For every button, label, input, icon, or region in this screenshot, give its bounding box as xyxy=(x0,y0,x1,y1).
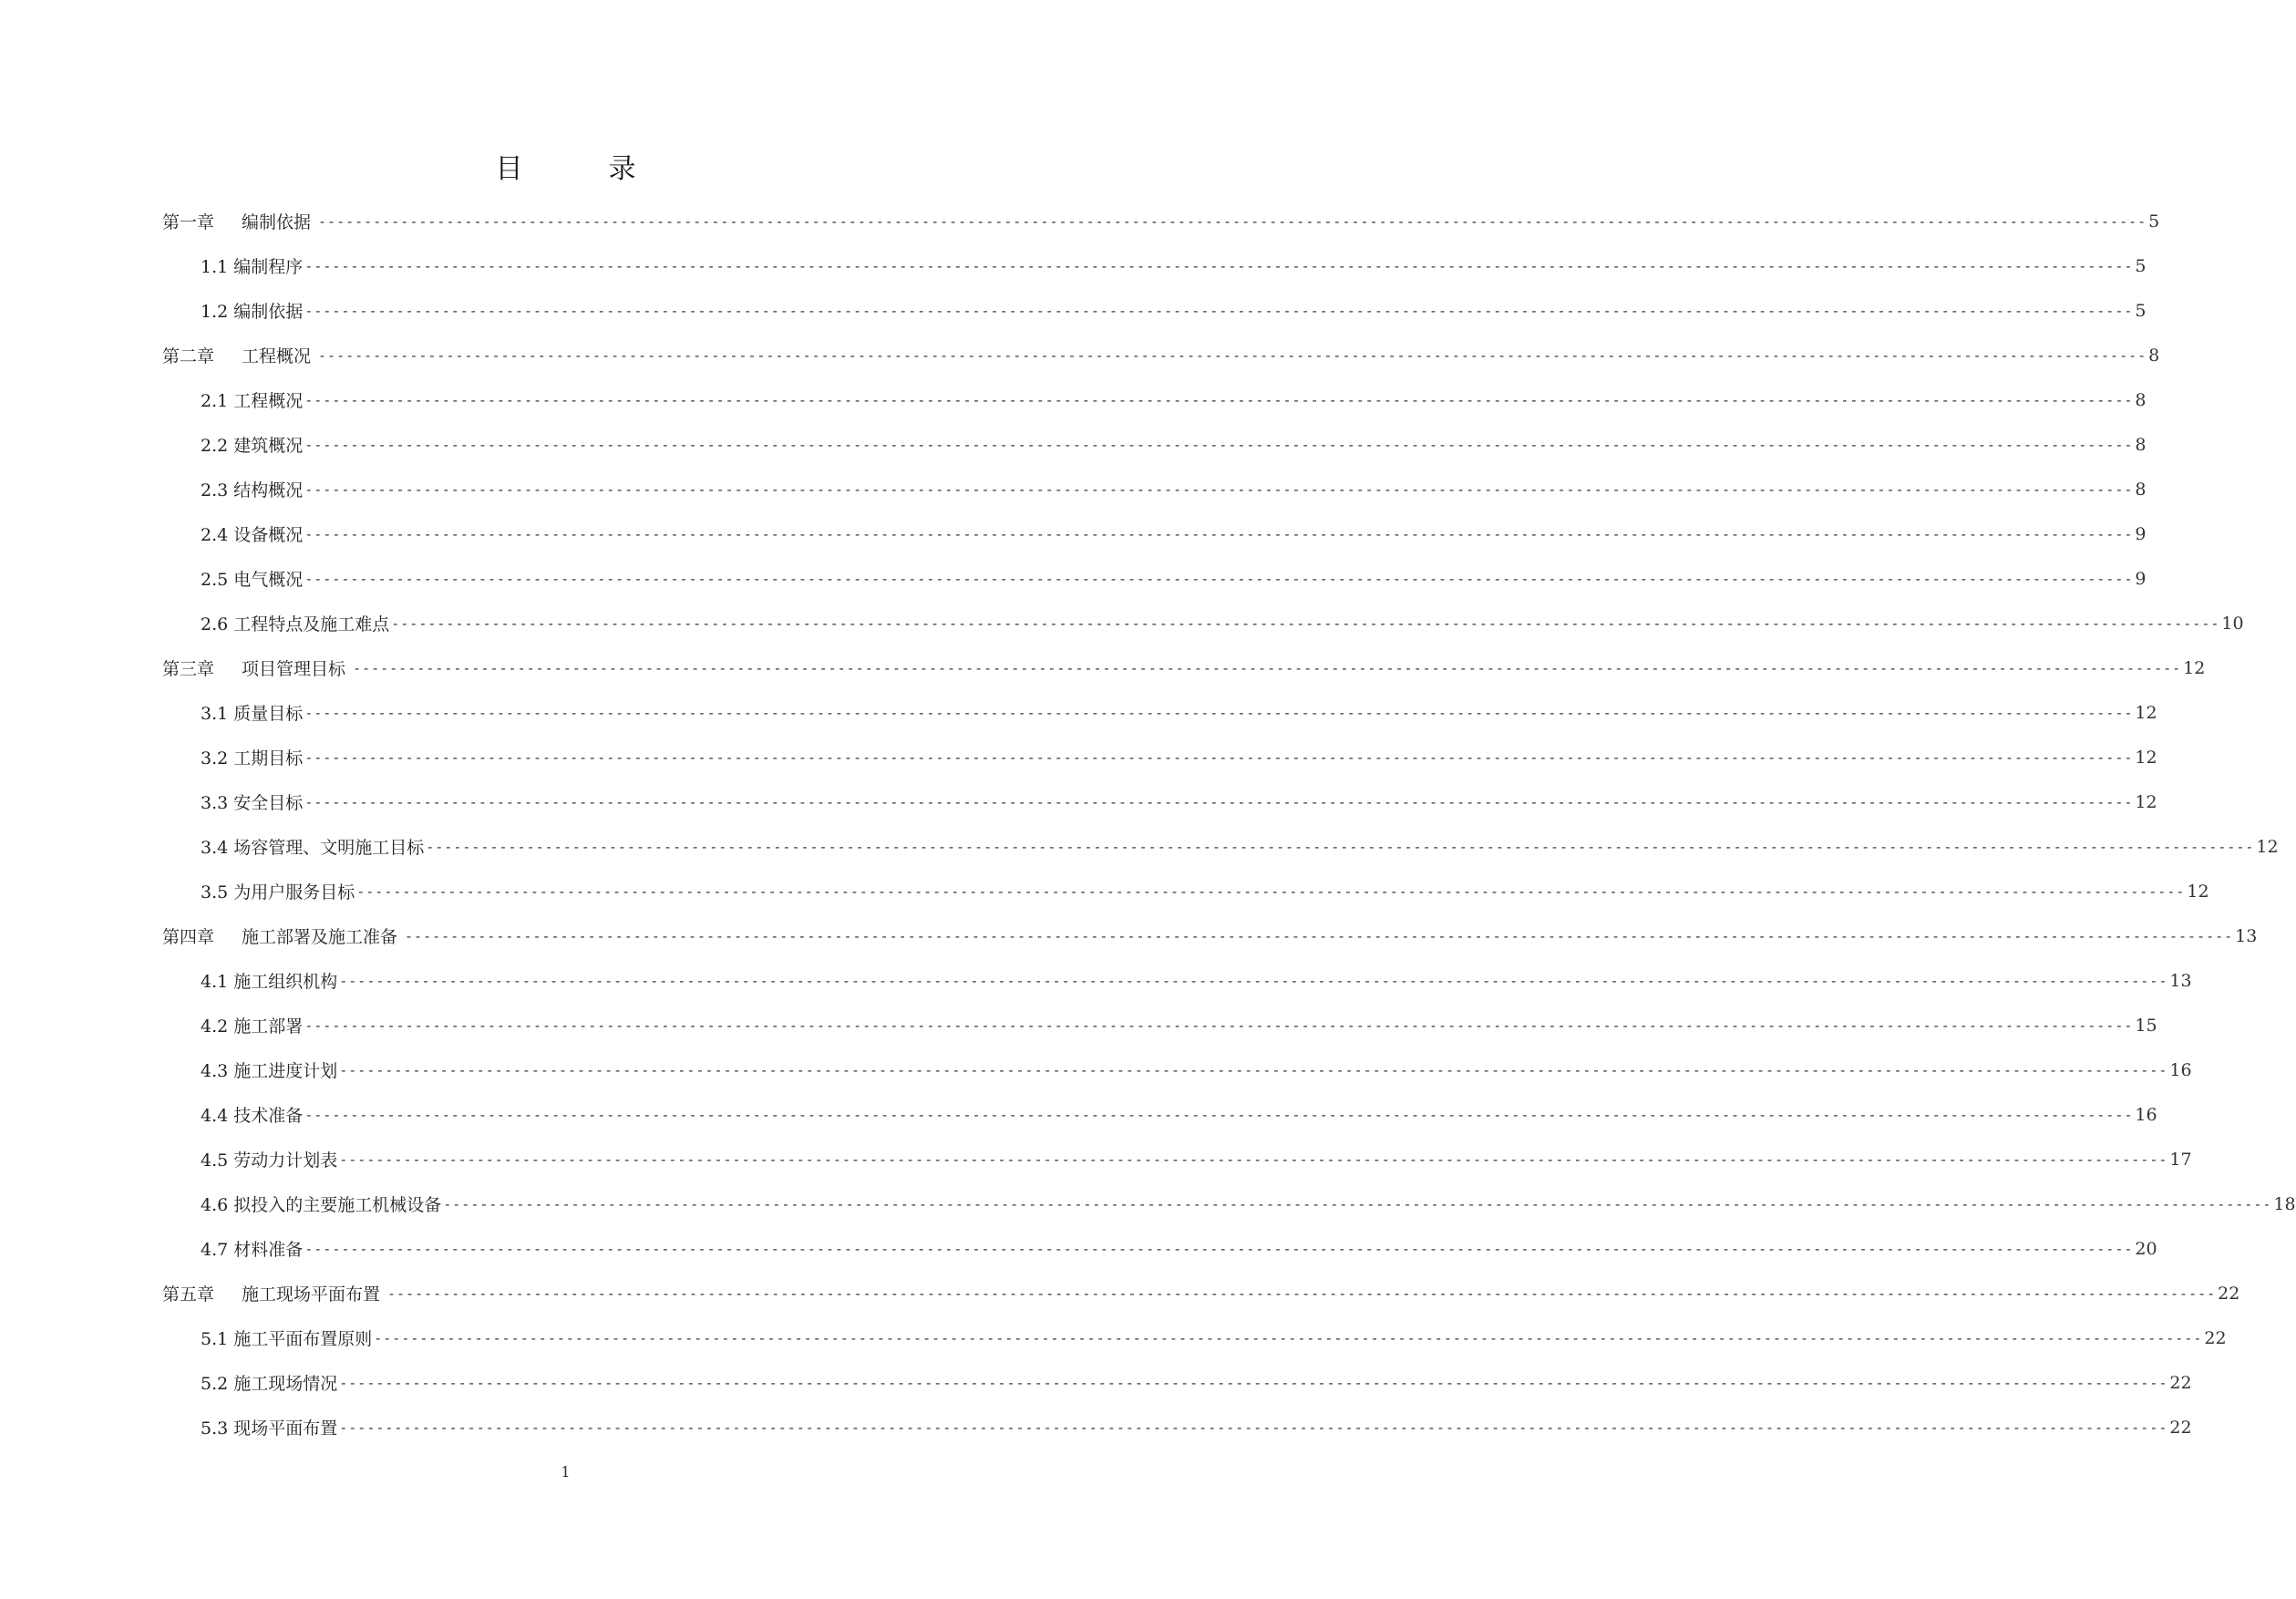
toc-page-number: 8 xyxy=(2148,345,2160,366)
toc-page-number: 22 xyxy=(2169,1372,2192,1393)
toc-page-number: 22 xyxy=(2218,1283,2240,1304)
toc-entry-label xyxy=(201,1326,372,1350)
toc-entry-label xyxy=(162,655,345,680)
chapter-number: 第四章 xyxy=(162,927,215,947)
dot-leader: -------------------------------------------------------------------------------------------------------------------------------------------------------------------------------------------------------- xyxy=(339,1150,2168,1168)
dot-leader: -------------------------------------------------------------------------------------------------------------------------------------------------------------------------------------------------------- xyxy=(304,257,2134,274)
toc-entry-title: 编制依据 xyxy=(242,212,312,232)
toc-entry-title: 现场平面布置 xyxy=(233,1418,338,1439)
dot-leader: -------------------------------------------------------------------------------------------------------------------------------------------------------------------------------------------------------- xyxy=(426,838,2255,855)
section-number: 2.3 xyxy=(201,480,229,500)
toc-section-row[interactable] xyxy=(162,467,2147,511)
toc-section-row[interactable] xyxy=(162,377,2147,422)
section-number: 5.1 xyxy=(201,1329,229,1349)
toc-entry-title: 施工组织机构 xyxy=(233,972,338,992)
toc-entry-title: 编制依据 xyxy=(233,302,304,322)
chapter-number: 第二章 xyxy=(162,346,215,366)
toc-page-number: 22 xyxy=(2169,1417,2192,1438)
toc-entry-title: 施工平面布置原则 xyxy=(233,1329,373,1349)
toc-section-row[interactable] xyxy=(162,511,2147,556)
section-number: 2.2 xyxy=(201,436,229,456)
toc-entry-title: 工程概况 xyxy=(233,391,304,411)
chapter-number: 第三章 xyxy=(162,659,215,679)
dot-leader: -------------------------------------------------------------------------------------------------------------------------------------------------------------------------------------------------------- xyxy=(387,1284,2217,1302)
toc-section-row[interactable] xyxy=(162,735,2157,779)
toc-section-row[interactable] xyxy=(162,288,2147,333)
toc-entry-label xyxy=(201,566,303,591)
toc-section-row[interactable] xyxy=(162,1226,2157,1271)
dot-leader: -------------------------------------------------------------------------------------------------------------------------------------------------------------------------------------------------------- xyxy=(374,1329,2203,1346)
dot-leader: -------------------------------------------------------------------------------------------------------------------------------------------------------------------------------------------------------- xyxy=(318,212,2147,230)
toc-entry-title: 为用户服务目标 xyxy=(233,882,355,903)
toc-entry-title: 施工部署 xyxy=(233,1016,304,1037)
toc-entry-title: 项目管理目标 xyxy=(242,659,346,679)
toc-section-row[interactable] xyxy=(162,1047,2192,1092)
section-number: 4.5 xyxy=(201,1150,229,1171)
toc-section-row[interactable] xyxy=(162,779,2157,824)
toc-entry-title: 工期目标 xyxy=(233,748,304,769)
toc-page-number: 10 xyxy=(2221,613,2244,634)
section-number: 5.2 xyxy=(201,1374,229,1394)
section-number: 1.2 xyxy=(201,302,229,322)
toc-entry-title: 拟投入的主要施工机械设备 xyxy=(233,1195,442,1215)
section-number: 4.6 xyxy=(201,1195,229,1215)
toc-entry-title: 施工部署及施工准备 xyxy=(242,927,398,947)
section-number: 5.3 xyxy=(201,1418,229,1439)
toc-entry-label xyxy=(162,209,311,233)
dot-leader: -------------------------------------------------------------------------------------------------------------------------------------------------------------------------------------------------------- xyxy=(339,1374,2168,1391)
dot-leader: -------------------------------------------------------------------------------------------------------------------------------------------------------------------------------------------------------- xyxy=(443,1195,2272,1212)
toc-section-row[interactable] xyxy=(162,958,2192,1003)
dot-leader: -------------------------------------------------------------------------------------------------------------------------------------------------------------------------------------------------------- xyxy=(405,927,2234,944)
toc-entry-title: 电气概况 xyxy=(233,570,304,590)
toc-entry-title: 材料准备 xyxy=(233,1240,304,1260)
toc-entry-title: 施工现场平面布置 xyxy=(242,1284,381,1305)
toc-entry-label xyxy=(201,834,424,859)
toc-section-row[interactable] xyxy=(162,690,2157,735)
section-number: 3.3 xyxy=(201,793,229,813)
toc-section-row[interactable] xyxy=(162,1092,2157,1137)
dot-leader: -------------------------------------------------------------------------------------------------------------------------------------------------------------------------------------------------------- xyxy=(339,1061,2168,1078)
toc-entry-label xyxy=(201,253,303,278)
toc-entry-label xyxy=(201,1415,337,1439)
toc-chapter-row[interactable] xyxy=(162,645,2206,690)
dot-leader: -------------------------------------------------------------------------------------------------------------------------------------------------------------------------------------------------------- xyxy=(356,882,2186,900)
toc-entry-label xyxy=(162,1281,380,1305)
toc-section-row[interactable] xyxy=(162,1405,2192,1449)
toc-entry-label xyxy=(201,1236,303,1261)
section-number: 2.5 xyxy=(201,570,229,590)
toc-entry-label xyxy=(201,477,303,501)
page-title xyxy=(0,146,1131,186)
toc-entry-label xyxy=(201,1370,337,1395)
toc-page-number: 9 xyxy=(2135,568,2147,589)
toc-entry-label xyxy=(201,1057,337,1082)
dot-leader: -------------------------------------------------------------------------------------------------------------------------------------------------------------------------------------------------------- xyxy=(304,436,2134,453)
toc-page-number: 13 xyxy=(2169,970,2192,991)
dot-leader: -------------------------------------------------------------------------------------------------------------------------------------------------------------------------------------------------------- xyxy=(304,570,2134,587)
dot-leader: -------------------------------------------------------------------------------------------------------------------------------------------------------------------------------------------------------- xyxy=(304,704,2134,721)
section-number: 2.6 xyxy=(201,614,229,634)
toc-page-number: 9 xyxy=(2135,523,2147,544)
toc-page-number: 8 xyxy=(2135,479,2147,500)
dot-leader: -------------------------------------------------------------------------------------------------------------------------------------------------------------------------------------------------------- xyxy=(339,972,2168,989)
toc-section-row[interactable] xyxy=(162,1360,2192,1405)
toc-entry-title: 工程特点及施工难点 xyxy=(233,614,390,634)
toc-chapter-row[interactable] xyxy=(162,1271,2240,1315)
toc-entry-label xyxy=(201,1192,441,1216)
toc-entry-label xyxy=(201,611,389,635)
dot-leader: -------------------------------------------------------------------------------------------------------------------------------------------------------------------------------------------------------- xyxy=(304,748,2134,766)
toc-page-number: 8 xyxy=(2135,434,2147,455)
section-number: 4.7 xyxy=(201,1240,229,1260)
toc-page-number: 17 xyxy=(2169,1149,2192,1170)
toc-page-number: 16 xyxy=(2169,1059,2192,1080)
toc-entry-title: 设备概况 xyxy=(233,525,304,545)
toc-entry-title: 质量目标 xyxy=(233,704,304,724)
section-number: 3.1 xyxy=(201,704,229,724)
section-number: 4.1 xyxy=(201,972,229,992)
section-number: 4.3 xyxy=(201,1061,229,1081)
toc-entry-title: 技术准备 xyxy=(233,1106,304,1126)
dot-leader: -------------------------------------------------------------------------------------------------------------------------------------------------------------------------------------------------------- xyxy=(318,346,2147,364)
section-number: 3.4 xyxy=(201,838,229,858)
toc-entry-label xyxy=(162,923,397,948)
section-number: 4.4 xyxy=(201,1106,229,1126)
toc-entry-title: 建筑概况 xyxy=(233,436,304,456)
section-number: 3.5 xyxy=(201,882,229,903)
toc-page-number: 12 xyxy=(2183,657,2206,678)
toc-entry-label xyxy=(201,298,303,323)
dot-leader: -------------------------------------------------------------------------------------------------------------------------------------------------------------------------------------------------------- xyxy=(339,1418,2168,1436)
toc-page-number: 5 xyxy=(2135,300,2147,321)
title-char-1: 目 xyxy=(495,153,523,185)
toc-entry-title: 结构概况 xyxy=(233,480,304,500)
toc-entry-label xyxy=(201,968,337,993)
toc-section-row[interactable] xyxy=(162,422,2147,467)
dot-leader: -------------------------------------------------------------------------------------------------------------------------------------------------------------------------------------------------------- xyxy=(391,614,2220,632)
toc-entry-label xyxy=(201,1013,303,1037)
toc-section-row[interactable] xyxy=(162,556,2147,601)
dot-leader: -------------------------------------------------------------------------------------------------------------------------------------------------------------------------------------------------------- xyxy=(304,302,2134,319)
toc-entry-label xyxy=(201,1147,337,1171)
toc-entry-label xyxy=(201,432,303,457)
toc-page-number: 12 xyxy=(2187,881,2209,902)
toc-entry-label xyxy=(201,387,303,412)
section-number: 4.2 xyxy=(201,1016,229,1037)
dot-leader: -------------------------------------------------------------------------------------------------------------------------------------------------------------------------------------------------------- xyxy=(304,793,2134,810)
toc-section-row[interactable] xyxy=(162,243,2147,288)
toc-entry-label xyxy=(201,521,303,546)
chapter-number: 第五章 xyxy=(162,1284,215,1305)
section-number: 3.2 xyxy=(201,748,229,769)
chapter-number: 第一章 xyxy=(162,212,215,232)
title-char-2: 录 xyxy=(608,153,636,185)
toc-entry-label xyxy=(201,879,355,903)
toc-entry-title: 施工进度计划 xyxy=(233,1061,338,1081)
toc-section-row[interactable] xyxy=(162,1003,2157,1047)
dot-leader: -------------------------------------------------------------------------------------------------------------------------------------------------------------------------------------------------------- xyxy=(304,480,2134,498)
toc-page-number: 22 xyxy=(2204,1327,2227,1348)
toc-entry-title: 劳动力计划表 xyxy=(233,1150,338,1171)
section-number: 1.1 xyxy=(201,257,229,277)
toc-entry-label xyxy=(162,343,311,367)
toc-chapter-row[interactable] xyxy=(162,199,2160,243)
dot-leader: -------------------------------------------------------------------------------------------------------------------------------------------------------------------------------------------------------- xyxy=(353,659,2182,676)
section-number: 2.4 xyxy=(201,525,229,545)
toc-page-number: 15 xyxy=(2135,1015,2157,1036)
toc-page-number: 20 xyxy=(2135,1238,2157,1259)
toc-section-row[interactable] xyxy=(162,1181,2296,1226)
toc-page-number: 16 xyxy=(2135,1104,2157,1125)
toc-entry-label xyxy=(201,745,303,769)
dot-leader: -------------------------------------------------------------------------------------------------------------------------------------------------------------------------------------------------------- xyxy=(304,391,2134,408)
dot-leader: -------------------------------------------------------------------------------------------------------------------------------------------------------------------------------------------------------- xyxy=(304,1016,2134,1034)
toc-section-row[interactable] xyxy=(162,1137,2192,1181)
toc-entry-label xyxy=(201,700,303,725)
toc-entry-title: 安全目标 xyxy=(233,793,304,813)
toc-entry-title: 编制程序 xyxy=(233,257,304,277)
toc-page-number: 18 xyxy=(2273,1193,2296,1214)
toc-page-number: 12 xyxy=(2256,836,2279,857)
dot-leader: -------------------------------------------------------------------------------------------------------------------------------------------------------------------------------------------------------- xyxy=(304,525,2134,542)
dot-leader: -------------------------------------------------------------------------------------------------------------------------------------------------------------------------------------------------------- xyxy=(304,1106,2134,1123)
toc-entry-title: 工程概况 xyxy=(242,346,312,366)
toc-entry-title: 场容管理、文明施工目标 xyxy=(233,838,425,858)
toc-page-number: 5 xyxy=(2148,211,2160,232)
toc-section-row[interactable] xyxy=(162,601,2244,645)
dot-leader: -------------------------------------------------------------------------------------------------------------------------------------------------------------------------------------------------------- xyxy=(304,1240,2134,1257)
toc-page-number: 13 xyxy=(2235,925,2258,946)
section-number: 2.1 xyxy=(201,391,229,411)
toc-section-row[interactable] xyxy=(162,824,2279,869)
toc-entry-label xyxy=(201,789,303,814)
toc-page-number: 12 xyxy=(2135,747,2157,768)
toc-entry-title: 施工现场情况 xyxy=(233,1374,338,1394)
toc-chapter-row[interactable] xyxy=(162,333,2160,377)
toc-page-number: 5 xyxy=(2135,255,2147,276)
page-number: 1 xyxy=(561,1463,571,1480)
toc-chapter-row[interactable] xyxy=(162,913,2258,958)
toc-section-row[interactable] xyxy=(162,869,2209,913)
toc-entry-label xyxy=(201,1102,303,1127)
table-of-contents xyxy=(162,199,2296,1449)
toc-page-number: 8 xyxy=(2135,389,2147,410)
toc-page-number: 12 xyxy=(2135,791,2157,812)
toc-section-row[interactable] xyxy=(162,1315,2227,1360)
toc-page-number: 12 xyxy=(2135,702,2157,723)
